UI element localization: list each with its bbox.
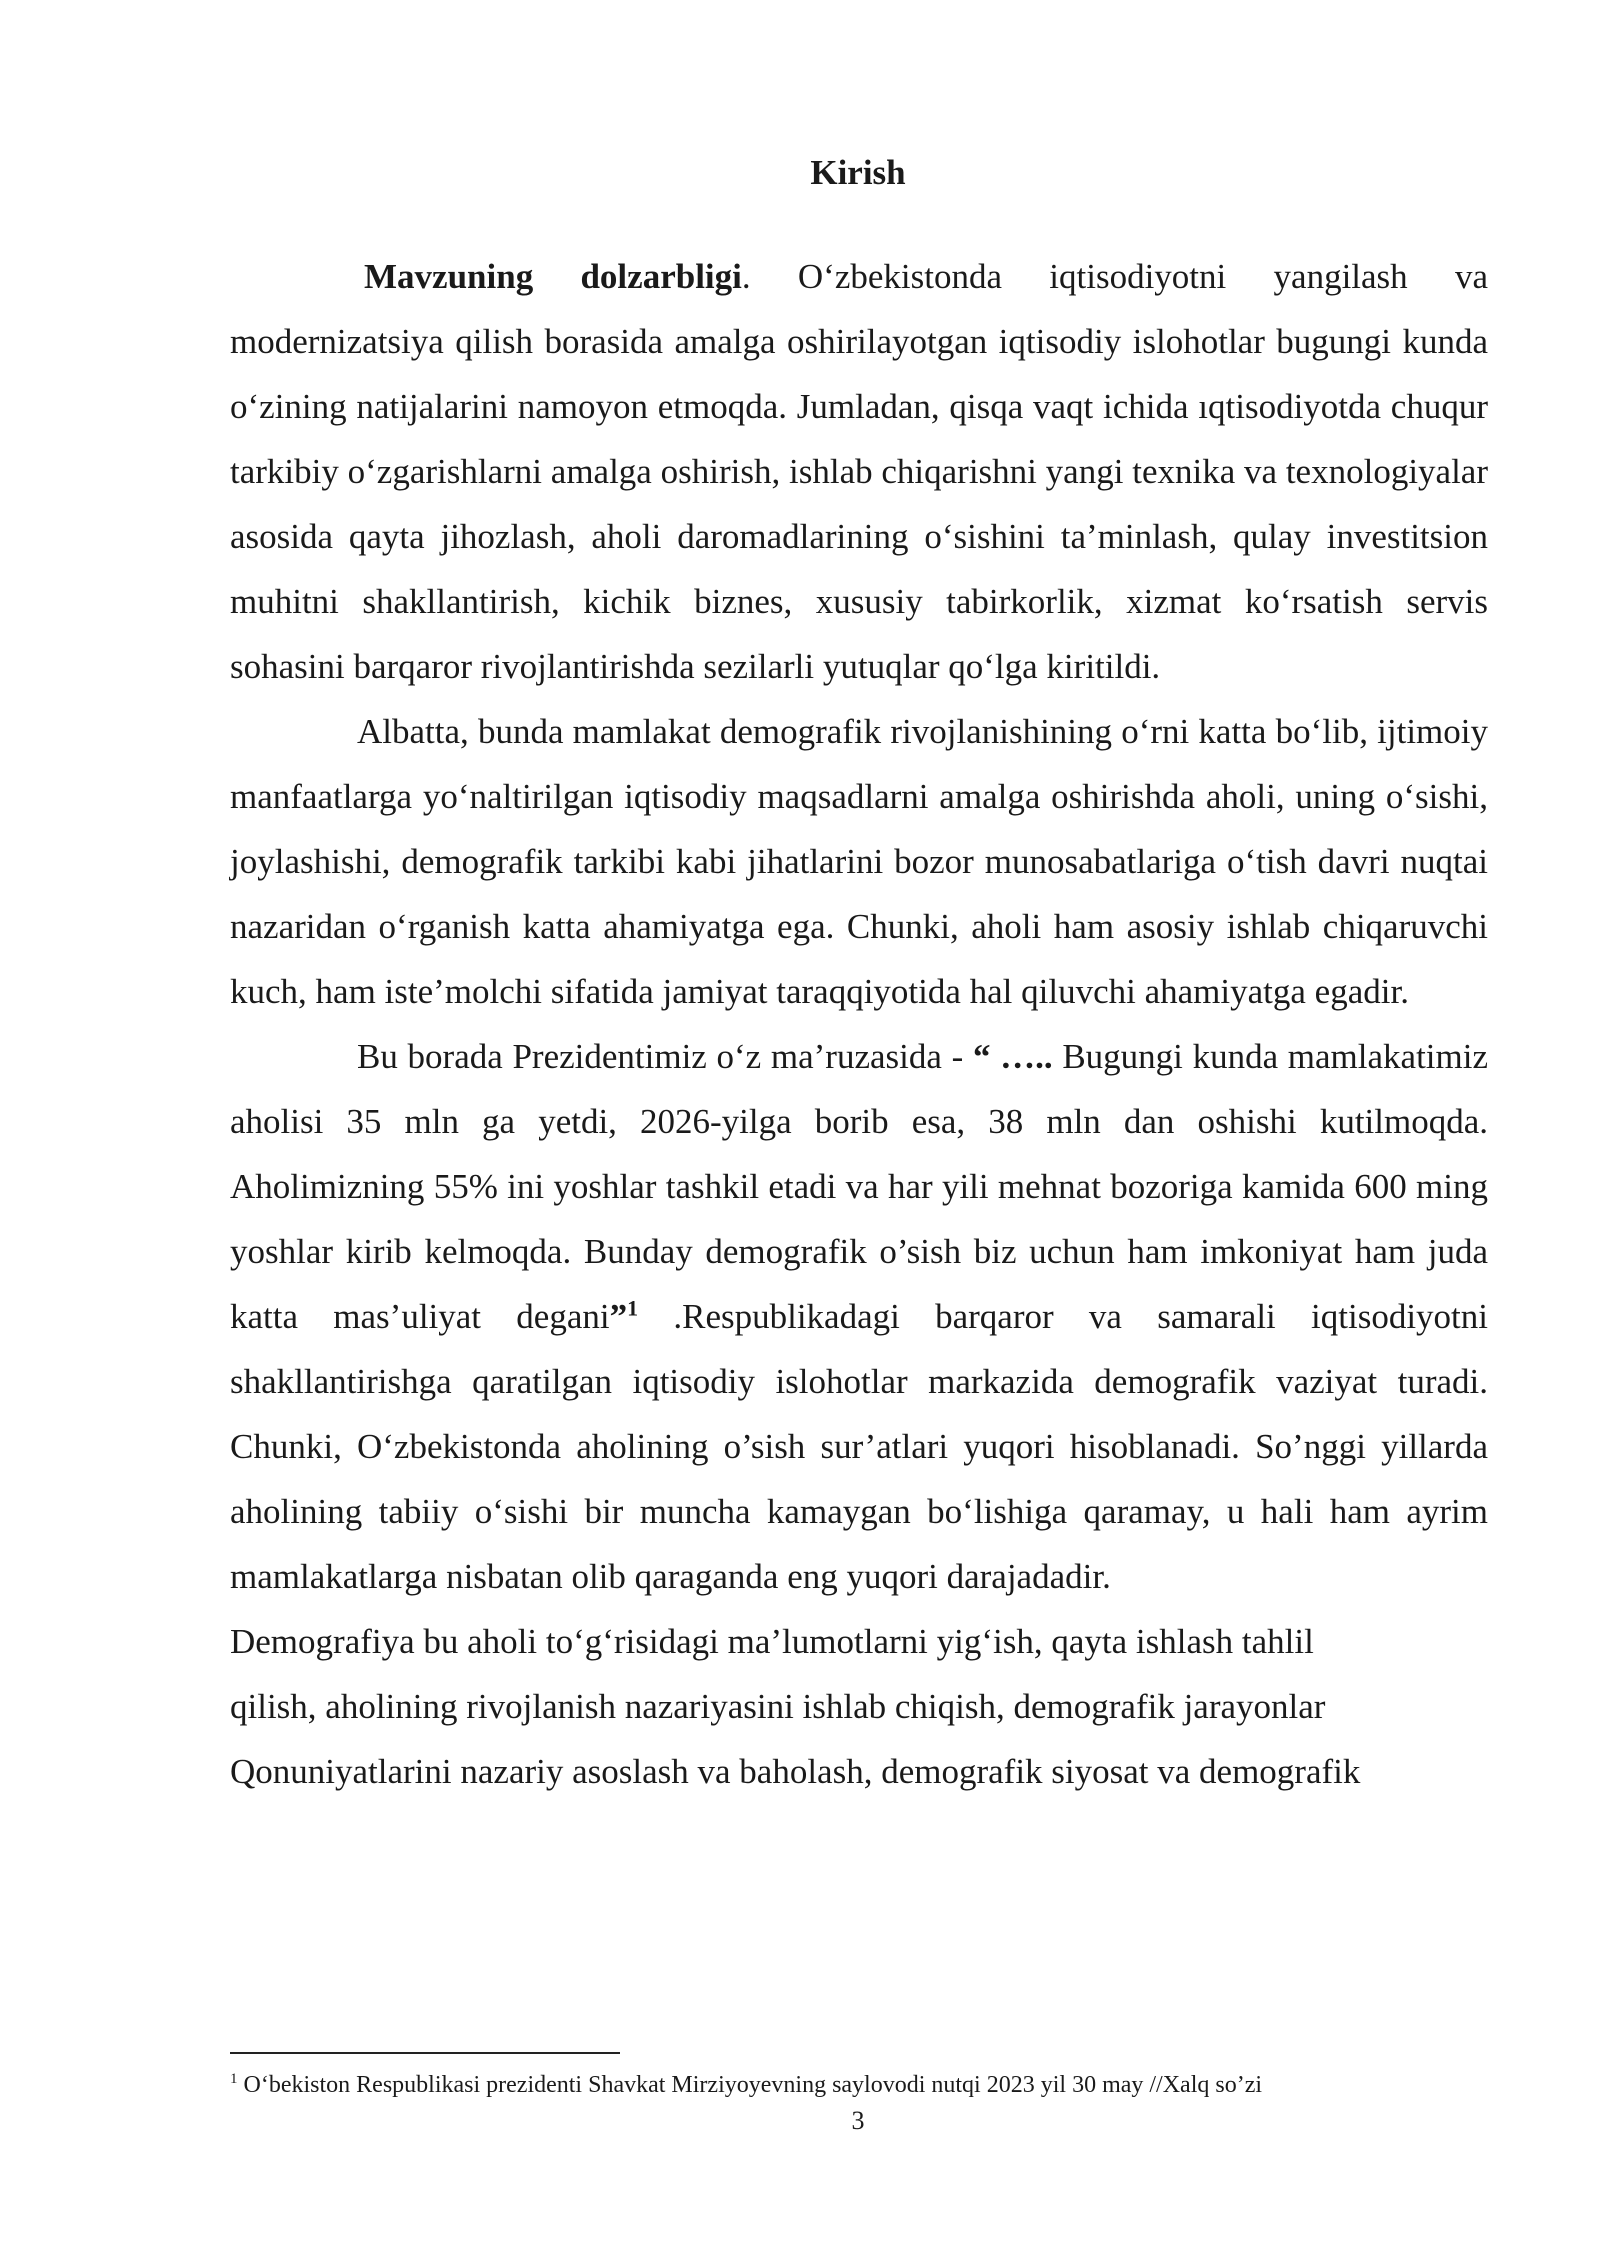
- relevance-lead: Mavzuning dolzarbligi: [364, 257, 742, 296]
- paragraph-demography-definition: [230, 1609, 1488, 1804]
- paragraph-president-quote: [230, 1024, 1488, 1609]
- definition-line-1: Demografiya bu aholi to‘g‘risidagi ma’lumotlarni yig‘ish, qayta ishlash tahlil: [230, 1622, 1314, 1661]
- quote-intro: Bu borada Prezidentimiz o‘z ma’ruzasida -: [357, 1037, 973, 1076]
- section-title: Kirish: [810, 153, 906, 192]
- quote-open: “ …..: [972, 1037, 1053, 1076]
- definition-line-3: Qonuniyatlarini nazariy asoslash va baholash, demografik siyosat va demografik: [230, 1752, 1361, 1791]
- demography-role-text: Albatta, bunda mamlakat demografik rivojlanishining o‘rni katta bo‘lib, ijtimoiy manfaatlarga yo‘naltirilgan iqtisodiy maqsadlarni amalga oshirishda aholi, uning o‘sishi, joylashishi, demografik tarkibi kabi jihatlarini bozor munosabatlariga o‘tish davri nuqtai nazaridan o‘rganish katta ahamiyatga ega. Chunki, aholi ham asosiy ishlab chiqaruvchi kuch, ham iste’molchi sifatida jamiyat taraqqiyotida hal qiluvchi ahamiyatga egadir.: [230, 712, 1488, 1011]
- relevance-text: . O‘zbekistonda iqtisodiyotni yangilash va modernizatsiya qilish borasida amalga oshirilayotgan iqtisodiy islohotlar bugungi kunda o‘zining natijalarini namoyon etmoqda. Jumladan, qisqa vaqt ichida ıqtisodiyotda chuqur tarkibiy o‘zgarishlarni amalga oshirish, ishlab chiqarishni yangi texnika va texnologiyalar asosida qayta jihozlash, aholi daromadlarining o‘sishini ta’minlash, qulay investitsion muhitni shakllantirish, kichik biznes, xususiy tabirkorlik, xizmat ko‘rsatish servis sohasini barqaror rivojlantirishda sezilarli yutuqlar qo‘lga kiritildi.: [230, 257, 1488, 686]
- paragraph-demography-role: [230, 699, 1488, 1024]
- paragraph-relevance: [230, 244, 1488, 699]
- body-text: [230, 244, 1488, 1804]
- footnote: [230, 2070, 1510, 2100]
- definition-line-2: qilish, aholining rivojlanish nazariyasini ishlab chiqish, demografik jarayonlar: [230, 1687, 1326, 1726]
- footnote-text: O‘bekiston Respublikasi prezidenti Shavkat Mirziyoyevning saylovodi nutqi 2023 yil 30 may //Xalq so’zi: [237, 2072, 1263, 2098]
- footnote-separator: [230, 2052, 620, 2054]
- footnote-marker: 1: [230, 2071, 238, 2087]
- quote-after-text: .Respublikadagi barqaror va samarali iqtisodiyotni shakllantirishga qaratilgan iqtisodiy islohotlar markazida demografik vaziyat turadi. Chunki, O‘zbekistonda aholining o’sish sur’atlari yuqori hisoblanadi. So’nggi yillarda aholining tabiiy o‘sishi bir muncha kamaygan bo‘lishiga qaramay, u hali ham ayrim mamlakatlarga nisbatan olib qaraganda eng yuqori darajadadir.: [230, 1297, 1488, 1596]
- page-number: 3: [851, 2106, 865, 2135]
- quote-close: ”: [609, 1297, 628, 1336]
- footnote-reference[interactable]: 1: [627, 1295, 639, 1321]
- quote-text: Bugungi kunda mamlakatimiz aholisi 35 mln ga yetdi, 2026-yilga borib esa, 38 mln dan oshishi kutilmoqda. Aholimizning 55% ini yoshlar tashkil etadi va har yili mehnat bozoriga kamida 600 ming yoshlar kirib kelmoqda. Bunday demografik o’sish biz uchun ham imkoniyat ham juda katta mas’uliyat degani: [230, 1037, 1488, 1336]
